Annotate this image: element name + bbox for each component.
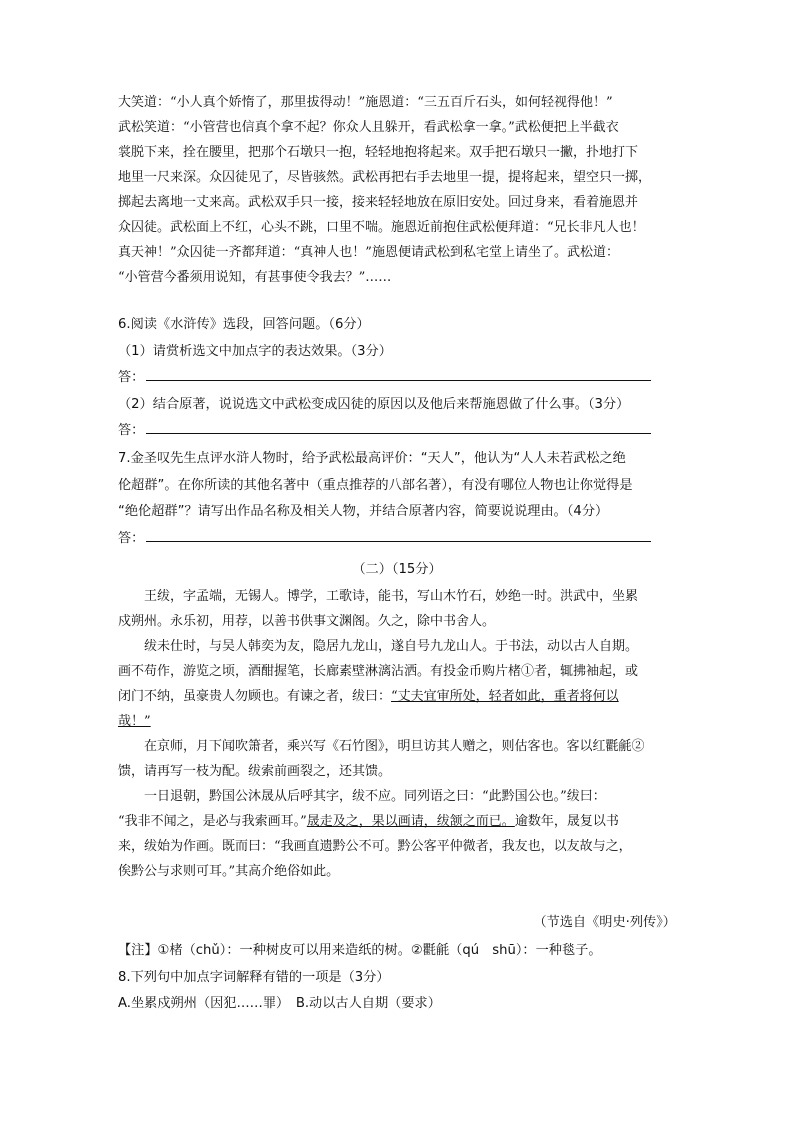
section-2-header bbox=[118, 557, 676, 584]
answer-line-3[interactable] bbox=[146, 527, 651, 542]
answer-line-1[interactable] bbox=[146, 366, 651, 381]
passage-line: 大笑道：“小人真个娇惰了，那里拔得动！”施恩道：“三五百斤石头，如何轻视得他！” bbox=[118, 95, 613, 110]
passage-line bbox=[118, 709, 676, 734]
q6-sub2: （2）结合原著，说说选文中武松变成囚徒的原因以及他后来帮施恩做了什么事。（3分） bbox=[118, 396, 630, 412]
passage-line: 俟黔公与求则可耳。”其高介绝俗如此。 bbox=[118, 864, 340, 879]
q7-line: “绝伦超群”？请写出作品名称及相关人物，并结合原著内容，简要说说理由。（4分） bbox=[118, 504, 609, 519]
passage-line bbox=[118, 684, 676, 709]
passage-line: “小管营今番须用说知，有甚事使令我去？”…… bbox=[118, 270, 392, 285]
passage-line: 众囚徒。武松面上不红，心头不跳，口里不喘。施恩近前抱住武松便拜道：“兄长非凡人也！ bbox=[118, 220, 645, 235]
answer-label: 答： bbox=[118, 530, 145, 546]
passage-line: 地里一尺来深。众囚徒见了，尽皆骇然。武松再把右手去地里一提，提将起来，望空只一掷， bbox=[118, 170, 652, 185]
passage-line: 掷起去离地一丈来高。武松双手只一接，接来轻轻地放在原旧安处。回过身来，看着施恩并 bbox=[118, 195, 639, 210]
passage-line: 一日退朝，黔国公沐晟从后呼其字，绂不应。同列语之曰：“此黔国公也。”绂曰： bbox=[144, 789, 606, 804]
passage-source: （节选自《明史·列传》） bbox=[533, 915, 676, 930]
section-2-heading: （二）（15分） bbox=[352, 562, 442, 577]
answer-label: 答： bbox=[118, 423, 145, 438]
passage-line: 武松笑道：“小管营也信真个拿不起？你众人且躲开，看武松拿一拿。”武松便把上半截衣 bbox=[118, 120, 619, 135]
passage-line bbox=[118, 809, 676, 834]
underlined-quote: “丈夫宜审所处，轻者如此，重者将何以 bbox=[391, 689, 619, 704]
q8-options: A.坐累戍朔州（因犯……罪） B.动以古人自期（要求） bbox=[118, 996, 441, 1011]
q7-line: 伦超群”。在你所读的其他名著中（重点推荐的八部名著），有没有哪位人物也让你觉得是 bbox=[118, 477, 633, 493]
passage-fragment: “我非不闻之，是必与我索画耳。” bbox=[118, 814, 307, 829]
passage-line: 来，绂始为作画。既而曰：“我画直遗黔公不可。黔公客平仲微者，我友也，以友故与之， bbox=[118, 839, 632, 854]
source-block bbox=[118, 910, 676, 937]
passage-line: 戍朔州。永乐初，用荐，以善书供事文渊阁。久之，除中书舍人。 bbox=[118, 614, 496, 629]
annotation-note: 【注】①楮（chǔ）：一种树皮可以用来造纸的树。②氍毹（qú shū）：一种毯子。 bbox=[118, 943, 602, 958]
notes-and-q8 bbox=[118, 938, 676, 1018]
passage-line: 馈，请再写一枝为配。绂索前画裂之，还其馈。 bbox=[118, 764, 392, 779]
question-6 bbox=[118, 312, 676, 445]
q6-answer-row-2 bbox=[118, 418, 676, 445]
q6-stem: 6.阅读《水浒传》选段，回答问题。（6分） bbox=[118, 317, 370, 332]
q6-sub1: （1）请赏析选文中加点字的表达效果。（3分） bbox=[118, 343, 392, 359]
passage-line: 真天神！”众囚徒一齐都拜道：“真神人也！”施恩便请武松到私宅堂上请坐了。武松道： bbox=[118, 245, 619, 260]
passage-fragment: 闭门不纳，虽豪贵人勿顾也。有谏之者，绂曰： bbox=[118, 689, 392, 704]
underlined-sentence: 晟走及之，果以画请，绂颔之而已。 bbox=[306, 814, 515, 829]
passage-line: 王绂，字孟端，无锡人。博学，工歌诗，能书，写山木竹石，妙绝一时。洪武中，坐累 bbox=[144, 589, 639, 604]
question-7 bbox=[118, 446, 676, 552]
passage-line: 在京师，月下闻吹箫者，乘兴写《石竹图》，明旦访其人赠之，则估客也。客以红氍毹② bbox=[144, 739, 645, 754]
q7-answer-row bbox=[118, 526, 676, 553]
passage-water-margin bbox=[118, 90, 676, 290]
passage-line: 裳脱下来，拴在腰里，把那个石墩只一抱，轻轻地抱将起来。双手把石墩只一撇，扑地打下 bbox=[118, 145, 639, 160]
answer-line-2[interactable] bbox=[146, 419, 651, 434]
passage-wang-fu bbox=[118, 584, 676, 884]
q6-answer-row-1 bbox=[118, 365, 676, 392]
passage-line: 绂未仕时，与吴人韩奕为友，隐居九龙山，遂自号九龙山人。于书法，动以古人自期。 bbox=[144, 639, 639, 654]
answer-label: 答： bbox=[118, 370, 145, 385]
q8-stem: 8.下列句中加点字词解释有错的一项是（3分） bbox=[118, 969, 390, 985]
underlined-quote-end: 哉！” bbox=[118, 714, 151, 729]
passage-fragment: 逾数年，晟复以书 bbox=[514, 814, 619, 829]
passage-line: 画不苟作，游览之顷，酒酣握笔，长廊素壁淋漓沾洒。有投金币购片楮①者，辄拂袖起，或 bbox=[118, 664, 639, 679]
q7-line: 7.金圣叹先生点评水浒人物时，给予武松最高评价：“天人”，他认为“人人未若武松之绝 bbox=[118, 451, 626, 466]
